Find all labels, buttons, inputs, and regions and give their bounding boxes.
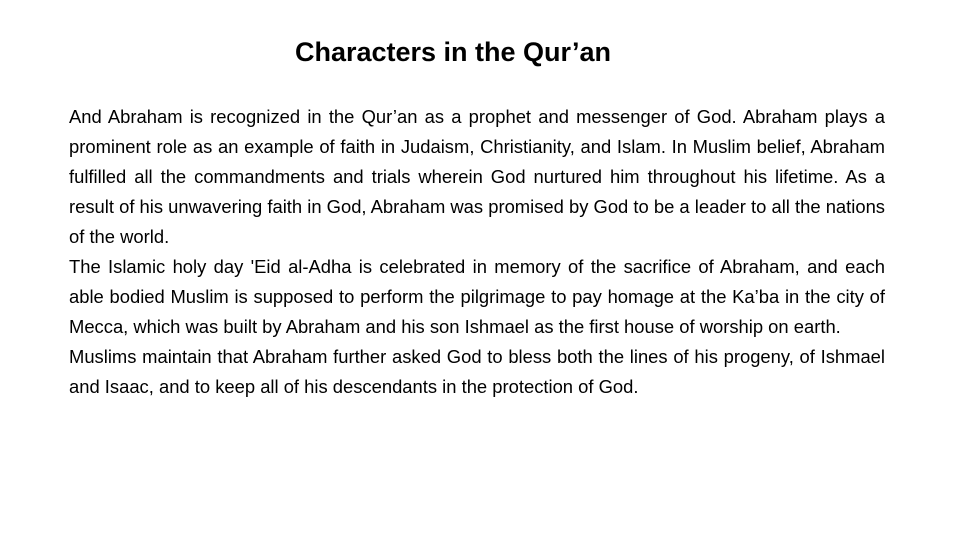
body-paragraph-1: And Abraham is recognized in the Qur’an as a prophet and messenger of God. Abraham plays a prominent role as an example of faith in Judaism, Christianity, and Islam. In Muslim belief, Abraham fulfilled all the commandments and trials wherein God nurtured him throughout his lifetime. As a result of his unwavering faith in God, Abraham was promised by God to be a leader to all the nations of the world.: [69, 106, 885, 247]
slide-title: Characters in the Qur’an: [294, 37, 612, 67]
body-paragraph-2: The Islamic holy day 'Eid al-Adha is celebrated in memory of the sacrifice of Abraham, and each able bodied Muslim is supposed to perform the pilgrimage to pay homage at the Ka’ba in the city of Mecca, which was built by Abraham and his son Ishmael as the first house of worship on earth.: [69, 256, 885, 337]
body-paragraph-3: Muslims maintain that Abraham further asked God to bless both the lines of his progeny, of Ishmael and Isaac, and to keep all of his descendants in the protection of God.: [69, 346, 885, 397]
slide-body: [69, 102, 885, 402]
